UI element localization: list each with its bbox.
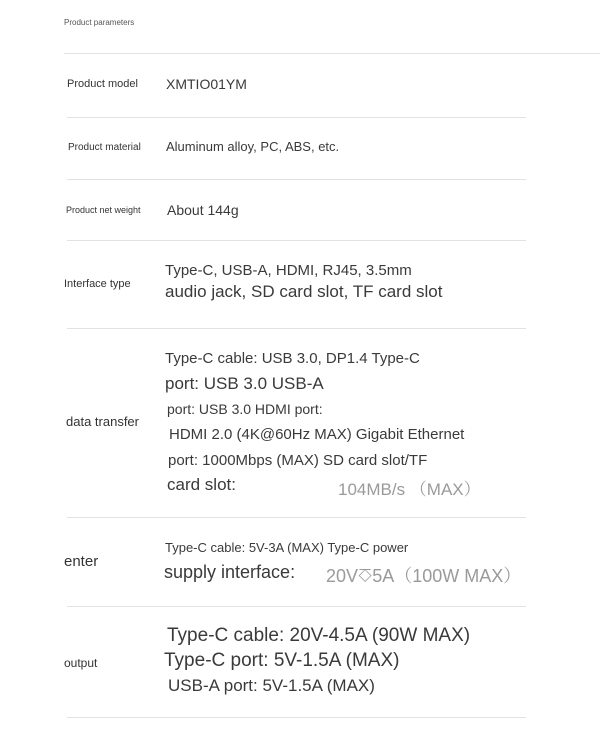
row-output-line: Type-C cable: 20V-4.5A (90W MAX) — [167, 625, 471, 646]
row-transfer-line — [167, 475, 481, 499]
row-transfer-line: port: 1000Mbps (MAX) SD card slot/TF — [168, 452, 428, 469]
row-enter-value: 20V⎏5A（100W MAX） — [326, 566, 522, 586]
row-transfer-line: HDMI 2.0 (4K@60Hz MAX) Gigabit Ethernet — [169, 426, 465, 443]
row-enter-line — [164, 562, 522, 586]
section-title: Product parameters — [64, 18, 135, 27]
divider — [67, 179, 526, 180]
row-transfer-label: data transfer — [66, 414, 139, 429]
row-transfer-line: port: USB 3.0 HDMI port: — [167, 401, 323, 417]
divider — [67, 517, 526, 518]
row-enter-label: enter — [64, 553, 99, 570]
divider — [67, 328, 526, 329]
divider — [67, 240, 526, 241]
row-enter-prefix: supply interface: — [164, 562, 296, 582]
row-transfer-line: Type-C cable: USB 3.0, DP1.4 Type-C — [165, 350, 420, 367]
row-material-label: Product material — [68, 142, 141, 153]
row-output-line: Type-C port: 5V-1.5A (MAX) — [164, 650, 400, 671]
row-model-value: XMTIO01YM — [166, 76, 247, 92]
row-weight-label: Product net weight — [66, 205, 141, 215]
row-material-value: Aluminum alloy, PC, ABS, etc. — [166, 139, 340, 154]
divider — [67, 606, 526, 607]
row-transfer-line: port: USB 3.0 USB-A — [165, 374, 324, 393]
divider — [67, 117, 526, 118]
row-interface-label: Interface type — [64, 278, 131, 290]
row-model-label: Product model — [67, 78, 138, 90]
row-interface-line: Type-C, USB-A, HDMI, RJ45, 3.5mm — [165, 262, 412, 279]
divider — [67, 717, 526, 718]
row-interface-line: audio jack, SD card slot, TF card slot — [165, 282, 443, 301]
row-output-label: output — [64, 656, 98, 670]
divider — [64, 53, 600, 54]
row-weight-value: About 144g — [167, 202, 239, 218]
row-transfer-last-value: 104MB/s （MAX） — [338, 480, 481, 499]
row-enter-line: Type-C cable: 5V-3A (MAX) Type-C power — [165, 540, 409, 555]
row-transfer-last-prefix: card slot: — [167, 475, 236, 494]
row-interface-value — [165, 261, 442, 303]
row-output-line: USB-A port: 5V-1.5A (MAX) — [168, 676, 375, 695]
